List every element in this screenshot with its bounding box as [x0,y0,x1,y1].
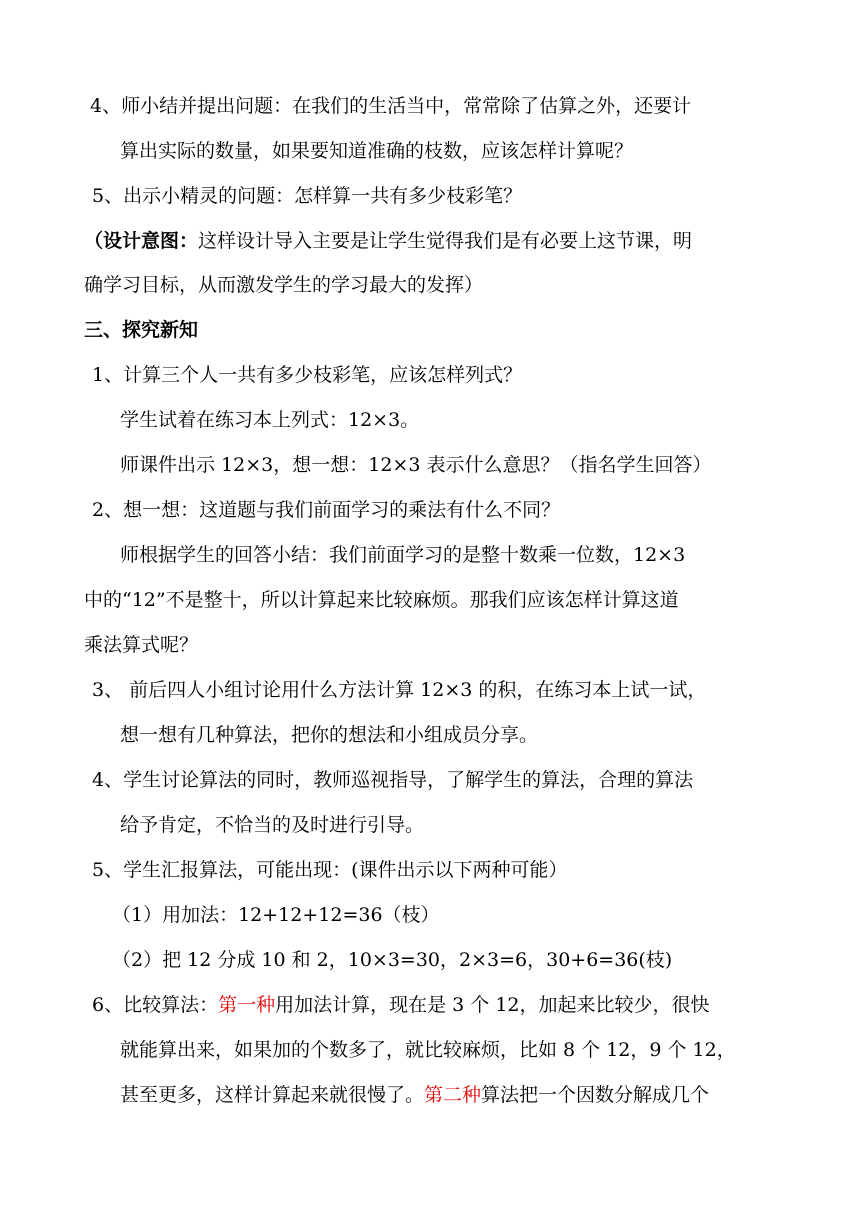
text-line: 2、想一想：这道题与我们前面学习的乘法有什么不同？ [92,499,561,521]
comparison-prefix: 6、比较算法： [92,994,219,1016]
second-method-highlight: 第二种 [424,1084,482,1106]
text-line: 确学习目标，从而激发学生的学习最大的发挥） [84,274,484,296]
text-line: （2）把 12 分成 10 和 2，10×3=30，2×3=6，30+6=36(枝) [112,949,673,971]
text-line: 想一想有几种算法，把你的想法和小组成员分享。 [120,724,539,746]
comparison-text: 算法把一个因数分解成几个 [481,1084,710,1106]
text-line: 1、计算三个人一共有多少枝彩笔，应该怎样列式？ [92,364,523,386]
text-line: 就能算出来，如果加的个数多了，就比较麻烦，比如 8 个 12，9 个 12， [120,1039,736,1061]
first-method-highlight: 第一种 [218,994,276,1016]
text-line: 师根据学生的回答小结：我们前面学习的是整十数乘一位数，12×3 [120,544,686,566]
comparison-line [120,1083,709,1107]
text-line: 学生试着在练习本上列式：12×3。 [120,409,420,431]
text-line: 5、出示小精灵的问题：怎样算一共有多少枝彩笔？ [92,185,523,207]
text-line: 5、学生汇报算法，可能出现：(课件出示以下两种可能） [92,859,568,881]
design-intent-label: （设计意图： [84,230,199,252]
text-line: 乘法算式呢？ [84,634,199,656]
comparison-text: 用加法计算，现在是 3 个 12，加起来比较少，很快 [275,994,710,1016]
section-heading: 三、探究新知 [84,319,199,341]
comparison-line [92,993,710,1017]
comparison-prefix: 甚至更多，这样计算起来就很慢了。 [120,1084,425,1106]
text-line: 4、学生讨论算法的同时，教师巡视指导，了解学生的算法，合理的算法 [92,769,694,791]
text-line: 算出实际的数量，如果要知道准确的枝数，应该怎样计算呢？ [120,140,634,162]
text-line: 3、 前后四人小组讨论用什么方法计算 12×3 的积，在练习本上试一试， [92,679,707,701]
design-intent-line [84,229,692,253]
text-line: 中的“12”不是整十，所以计算起来比较麻烦。那我们应该怎样计算这道 [84,589,679,611]
text-line: 4、师小结并提出问题：在我们的生活当中，常常除了估算之外，还要计 [90,95,692,117]
text-line: 给予肯定，不恰当的及时进行引导。 [120,814,425,836]
text-line: （1）用加法：12+12+12=36（枝） [112,904,440,926]
text-line: 师课件出示 12×3，想一想：12×3 表示什么意思？（指名学生回答） [120,454,712,476]
design-intent-text: 这样设计导入主要是让学生觉得我们是有必要上这节课，明 [198,230,693,252]
